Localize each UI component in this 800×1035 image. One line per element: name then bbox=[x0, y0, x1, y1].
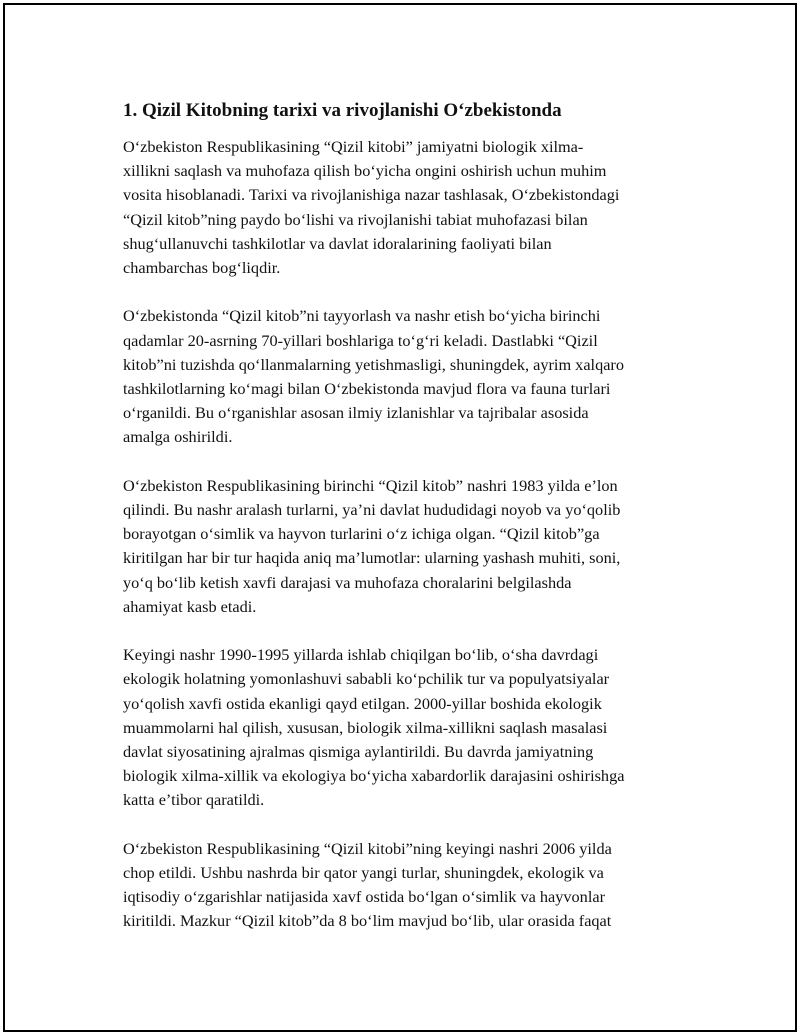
text-line: amalga oshirildi. bbox=[123, 427, 233, 447]
text-line: shug‘ullanuvchi tashkilotlar va davlat idoralarining faoliyati bilan bbox=[123, 233, 552, 253]
text-line: kitob”ni tuzishda qo‘llanmalarning yetishmasligi, shuningdek, ayrim xalqaro bbox=[123, 354, 624, 374]
text-line: O‘zbekiston Respublikasining “Qizil kitobi”ning keyingi nashri 2006 yilda bbox=[123, 838, 612, 858]
text-line: yo‘q bo‘lib ketish xavfi darajasi va muhofaza choralarini belgilashda bbox=[123, 572, 572, 592]
text-line: qadamlar 20-asrning 70-yillari boshlariga to‘g‘ri keladi. Dastlabki “Qizil bbox=[123, 330, 598, 350]
paragraph bbox=[123, 474, 695, 619]
text-line: o‘rganildi. Bu o‘rganishlar asosan ilmiy izlanishlar va tajribalar asosida bbox=[123, 403, 589, 423]
text-line: chambarchas bog‘liqdir. bbox=[123, 258, 281, 278]
text-line: ekologik holatning yomonlashuvi sababli ko‘pchilik tur va populyatsiyalar bbox=[123, 669, 610, 689]
paragraph-list bbox=[123, 135, 695, 934]
text-line: yo‘qolish xavfi ostida ekanligi qayd etilgan. 2000-yillar boshida ekologik bbox=[123, 693, 602, 713]
text-line: “Qizil kitob”ning paydo bo‘lishi va rivojlanishi tabiat muhofazasi bilan bbox=[123, 209, 588, 229]
text-line: xillikni saqlash va muhofaza qilish bo‘yicha ongini oshirish uchun muhim bbox=[123, 161, 607, 181]
text-line: qilindi. Bu nashr aralash turlarni, ya’ni davlat hududidagi noyob va yo‘qolib bbox=[123, 500, 621, 520]
paragraph bbox=[123, 304, 695, 449]
page-frame bbox=[3, 3, 797, 1032]
text-line: Keyingi nashr 1990-1995 yillarda ishlab chiqilgan bo‘lib, o‘sha davrdagi bbox=[123, 645, 599, 665]
text-line: biologik xilma-xillik va ekologiya bo‘yicha xabardorlik darajasini oshirishga bbox=[123, 766, 625, 786]
section-heading: 1. Qizil Kitobning tarixi va rivojlanishi O‘zbekistonda bbox=[123, 100, 562, 121]
text-line: katta e’tibor qaratildi. bbox=[123, 790, 265, 810]
text-line: O‘zbekiston Respublikasining birinchi “Qizil kitob” nashri 1983 yilda e’lon bbox=[123, 475, 618, 495]
text-line: kiritilgan har bir tur haqida aniq ma’lumotlar: ularning yashash muhiti, soni, bbox=[123, 548, 621, 568]
text-line: O‘zbekiston Respublikasining “Qizil kitobi” jamiyatni biologik xilma- bbox=[123, 137, 584, 156]
text-line: borayotgan o‘simlik va hayvon turlarini o‘z ichiga olgan. “Qizil kitob”ga bbox=[123, 524, 600, 544]
text-line: O‘zbekistonda “Qizil kitob”ni tayyorlash va nashr etish bo‘yicha birinchi bbox=[123, 306, 601, 326]
text-line: tashkilotlarning ko‘magi bilan O‘zbekistonda mavjud flora va fauna turlari bbox=[123, 379, 611, 399]
text-line: muammolarni hal qilish, xususan, biologik xilma-xillikni saqlash masalasi bbox=[123, 717, 608, 737]
text-line: iqtisodiy o‘zgarishlar natijasida xavf ostida bo‘lgan o‘simlik va hayvonlar bbox=[123, 887, 605, 907]
document-body bbox=[123, 99, 695, 958]
text-line: ahamiyat kasb etadi. bbox=[123, 596, 257, 616]
text-line: vosita hisoblanadi. Tarixi va rivojlanishiga nazar tashlasak, O‘zbekistondagi bbox=[123, 185, 620, 205]
text-line: kiritildi. Mazkur “Qizil kitob”da 8 bo‘lim mavjud bo‘lib, ular orasida faqat bbox=[123, 911, 612, 931]
paragraph bbox=[123, 135, 695, 280]
paragraph bbox=[123, 643, 695, 812]
text-line: chop etildi. Ushbu nashrda bir qator yangi turlar, shuningdek, ekologik va bbox=[123, 863, 604, 883]
text-line: davlat siyosatining ajralmas qismiga aylantirildi. Bu davrda jamiyatning bbox=[123, 742, 594, 762]
paragraph bbox=[123, 837, 695, 934]
